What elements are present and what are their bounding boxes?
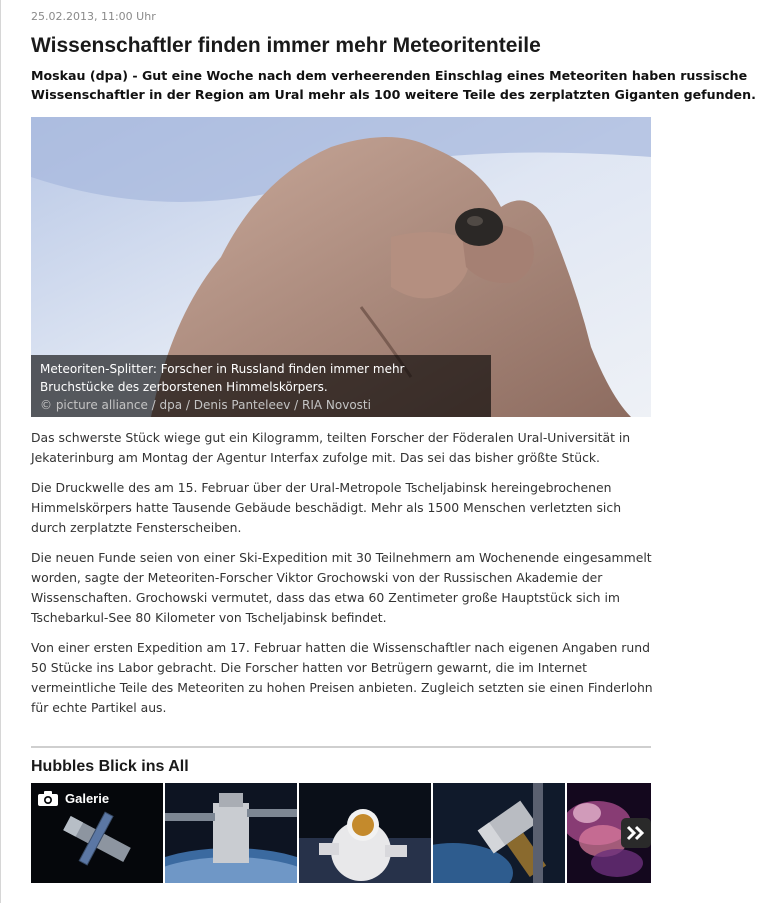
- paragraph: Die neuen Funde seien von einer Ski-Expedition mit 30 Teilnehmern am Wochenende eingesammelt worden, sagte der Meteoriten-Forscher Viktor Grochowski von der Russischen Akademie der Wissenschaften. Grochowski vermutet, dass das etwa 60 Zentimeter große Hauptstück sich im Tschebarkul-See 80 Kilometer von Tscheljabinsk befindet.: [31, 550, 652, 625]
- gallery-thumb-4[interactable]: [433, 783, 565, 883]
- article-headline: Wissenschaftler finden immer mehr Meteoritenteile: [31, 34, 541, 57]
- gallery-strip: [31, 783, 651, 883]
- article-body: [31, 428, 656, 728]
- paragraph: Von einer ersten Expedition am 17. Februar hatten die Wissenschaftler nach eigenen Angaben rund 50 Stücke ins Labor gebracht. Die Forscher hatten vor Betrügern gewarnt, die im Internet vermeintliche Teile des Meteoriten zu hohen Preisen anbieten. Zugleich setzten sie einen Finderlohn für echte Partikel aus.: [31, 640, 653, 715]
- camera-icon: [37, 790, 59, 807]
- gallery-next-button[interactable]: [621, 818, 651, 848]
- gallery-thumb-1[interactable]: [31, 783, 163, 883]
- gallery-thumb-3[interactable]: [299, 783, 431, 883]
- article-date: 25.02.2013, 11:00 Uhr: [31, 10, 156, 23]
- left-border: [0, 0, 1, 903]
- astronaut-thumbnail: [299, 783, 431, 883]
- caption-line-1: Meteoriten-Splitter: Forscher in Russland finden immer mehr: [40, 362, 405, 376]
- satellite-thumbnail: [433, 783, 565, 883]
- article-lead: Moskau (dpa) - Gut eine Woche nach dem verheerenden Einschlag eines Meteoriten haben russische Wissenschaftler in der Region am Ural mehr als 100 weitere Teile des zerplatzten Giganten gefunden.: [31, 68, 756, 102]
- caption-line-2: Bruchstücke des zerborstenen Himmelskörpers.: [40, 380, 328, 394]
- gallery-thumb-5[interactable]: [567, 783, 651, 883]
- article-photo[interactable]: [31, 117, 651, 417]
- gallery-label: [37, 790, 109, 807]
- paragraph: Das schwerste Stück wiege gut ein Kilogramm, teilten Forscher der Föderalen Ural-Universität in Jekaterinburg am Montag der Agentur Interfax zufolge mit. Das sei das bisher größte Stück.: [31, 430, 631, 465]
- gallery-label-text: Galerie: [65, 791, 110, 806]
- photo-credit: © picture alliance / dpa / Denis Panteleev / RIA Novosti: [40, 398, 371, 412]
- double-chevron-right-icon: [626, 825, 646, 841]
- gallery-thumb-2[interactable]: [165, 783, 297, 883]
- gallery-title: Hubbles Blick ins All: [31, 758, 189, 775]
- paragraph: Die Druckwelle des am 15. Februar über der Ural-Metropole Tscheljabinsk hereingebrochenen Himmelskörpers hatte Tausende Gebäude beschädigt. Mehr als 1500 Menschen verletzten sich durch zerplatzte Fensterscheiben.: [31, 480, 622, 535]
- photo-caption: [31, 355, 491, 417]
- space-shuttle-thumbnail: [165, 783, 297, 883]
- divider: [31, 746, 651, 748]
